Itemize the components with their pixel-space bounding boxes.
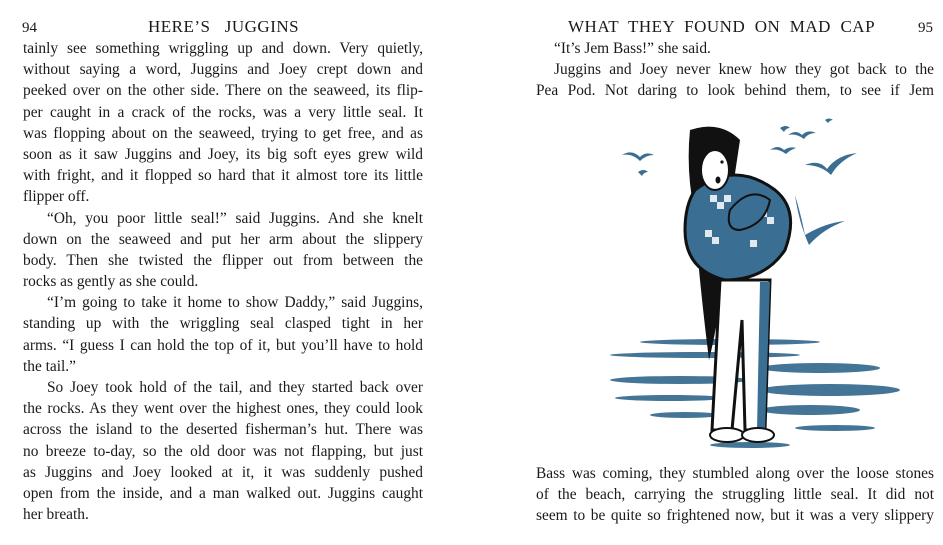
text-line: arms. “I guess I can hold the top of it, but you’ll have to hold [23, 336, 423, 354]
text-line: Bass was coming, they stumbled along over the loose stones [536, 465, 934, 482]
text-line: the tail.” [23, 357, 76, 375]
text-line: per caught in a crack of the rocks, was a very little seal. It [23, 103, 423, 121]
text-line: down on the seaweed and put her arm about the slippery [23, 230, 423, 248]
text-line: seem to be quite so frightened now, but it was a very slippery [536, 507, 934, 525]
text-line: open from the inside, and a man walked out. Juggins caught [23, 484, 423, 502]
text-line: standing up with the wriggling seal clasped tight in her [23, 315, 423, 333]
text-line: the rocks. As they went over the highest ones, they could look [23, 400, 423, 418]
text-line: Juggins and Joey never knew how they got back to the [554, 61, 934, 79]
text-line: as Juggins and Joey looked at it, it was suddenly pushed [23, 463, 423, 481]
left-page [0, 0, 470, 545]
text-line: peeked over on the other side. There on the seaweed, its flip- [23, 82, 423, 100]
text-line: tainly see something wriggling up and down. Very quietly, [23, 40, 423, 57]
text-line: “It’s Jem Bass!” she said. [554, 40, 711, 57]
text-line: body. Then she twisted the flipper out from between the [23, 251, 423, 269]
text-line: flipper off. [23, 188, 90, 206]
text-line: soon as it saw Juggins and Joey, its big soft eyes grew wild [23, 145, 423, 163]
right-page [470, 0, 943, 545]
text-line: rocks as gently as she could. [23, 273, 199, 291]
body-text-top [536, 38, 934, 102]
text-line: without saying a word, Juggins and Joey crept down and [23, 61, 423, 79]
text-line: of the beach, carrying the struggling little seal. It did not [536, 486, 934, 504]
text-line: was flopping about on the seaweed, trying to get free, and as [23, 124, 423, 142]
text-line: “I’m going to take it home to show Daddy,” said Juggins, [47, 294, 423, 312]
body-text [23, 38, 423, 525]
page-number: 94 [22, 20, 37, 36]
running-head: HERE’S JUGGINS [148, 17, 300, 36]
text-line: no breeze to-day, so the old door was not flapping, but just [23, 442, 423, 460]
illustration-girl-with-seal [610, 110, 910, 455]
text-line: her breath. [23, 506, 89, 524]
running-head: WHAT THEY FOUND ON MAD CAP [568, 17, 876, 36]
body-text-bottom [536, 463, 934, 527]
text-line: Pea Pod. Not daring to look behind them, to see if Jem [536, 82, 934, 100]
text-line: with fright, and it flopped so hard that it almost tore its little [23, 167, 423, 185]
text-line: across the island to the deserted fisherman’s hut. There was [23, 421, 423, 439]
page-number: 95 [918, 20, 933, 36]
text-line: So Joey took hold of the tail, and they started back over [47, 379, 423, 396]
text-line: “Oh, you poor little seal!” said Juggins. And she knelt [47, 209, 423, 227]
